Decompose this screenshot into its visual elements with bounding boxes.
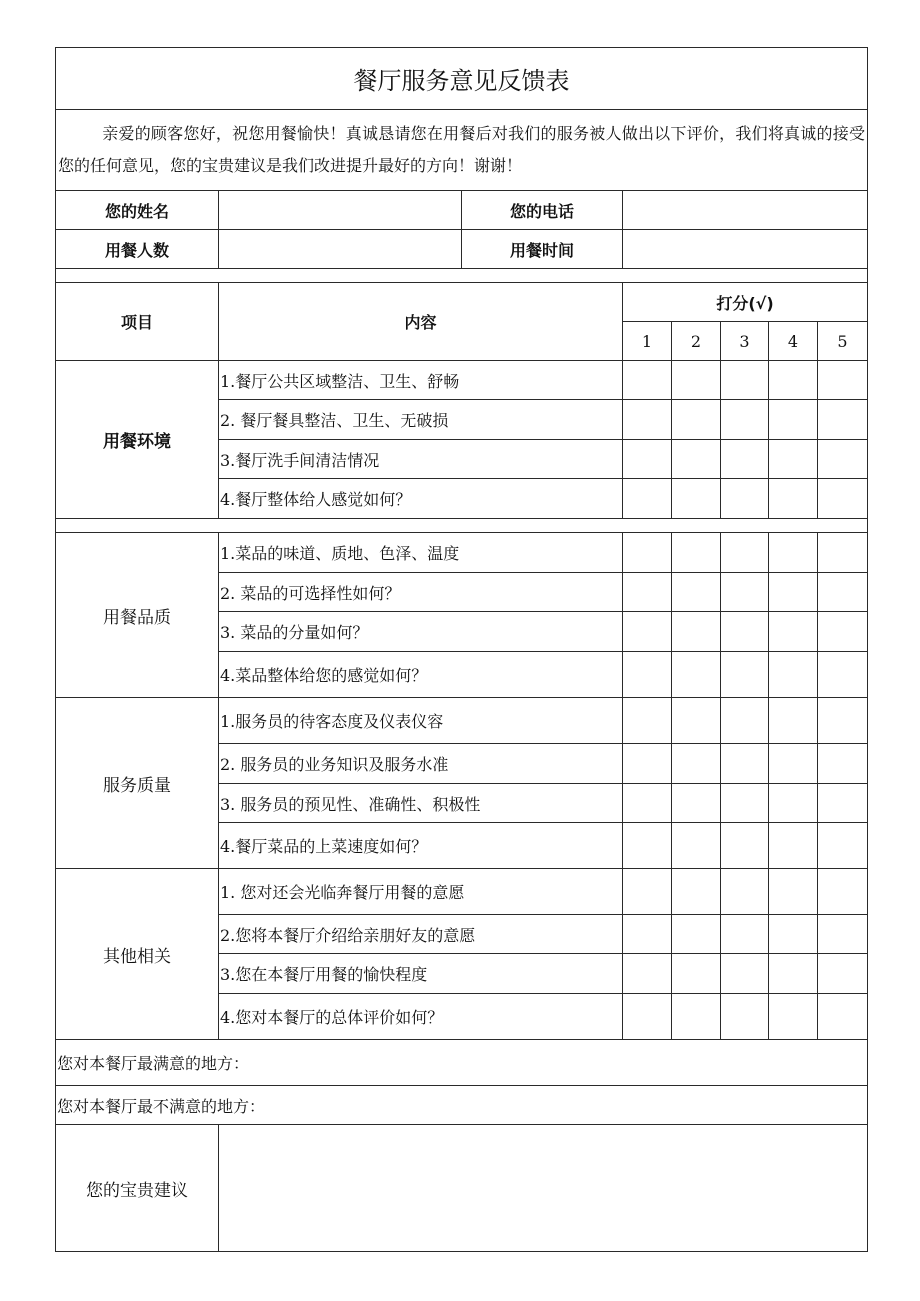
environment-item-2: 2. 餐厅餐具整洁、卫生、无破损 xyxy=(219,400,623,440)
phone-field[interactable] xyxy=(623,191,868,230)
section-other: 其他相关 xyxy=(56,869,219,1040)
score-cell[interactable] xyxy=(769,400,818,440)
item-header: 项目 xyxy=(56,283,219,361)
section-environment: 用餐环境 xyxy=(56,361,219,519)
score-cell[interactable] xyxy=(672,533,721,573)
score-cell[interactable] xyxy=(818,440,868,479)
score-cell[interactable] xyxy=(623,823,672,869)
score-cell[interactable] xyxy=(672,784,721,823)
score-cell[interactable] xyxy=(721,440,769,479)
score-cell[interactable] xyxy=(623,440,672,479)
suggestion-field[interactable] xyxy=(219,1125,868,1252)
score-cell[interactable] xyxy=(769,698,818,744)
phone-label: 您的电话 xyxy=(462,191,623,230)
score-cell[interactable] xyxy=(623,784,672,823)
score-cell[interactable] xyxy=(818,954,868,994)
score-cell[interactable] xyxy=(721,652,769,698)
score-cell[interactable] xyxy=(818,994,868,1040)
score-cell[interactable] xyxy=(818,869,868,915)
score-cell[interactable] xyxy=(672,652,721,698)
score-cell[interactable] xyxy=(721,361,769,400)
score-cell[interactable] xyxy=(818,361,868,400)
score-cell[interactable] xyxy=(721,954,769,994)
score-cell[interactable] xyxy=(623,994,672,1040)
score-cell[interactable] xyxy=(623,698,672,744)
other-item-2: 2.您将本餐厅介绍给亲朋好友的意愿 xyxy=(219,915,623,954)
score-cell[interactable] xyxy=(769,823,818,869)
score-cell[interactable] xyxy=(623,954,672,994)
score-cell[interactable] xyxy=(818,652,868,698)
food-item-3: 3. 菜品的分量如何？ xyxy=(219,612,623,652)
score-cell[interactable] xyxy=(672,823,721,869)
score-cell[interactable] xyxy=(721,823,769,869)
score-cell[interactable] xyxy=(818,744,868,784)
score-cell[interactable] xyxy=(721,698,769,744)
score-cell[interactable] xyxy=(769,744,818,784)
score-cell[interactable] xyxy=(623,479,672,519)
score-cell[interactable] xyxy=(721,533,769,573)
score-cell[interactable] xyxy=(769,612,818,652)
score-header: 打分(√) xyxy=(623,283,868,322)
diner-count-field[interactable] xyxy=(219,230,462,269)
score-cell[interactable] xyxy=(818,400,868,440)
score-cell[interactable] xyxy=(623,869,672,915)
service-item-4: 4.餐厅菜品的上菜速度如何？ xyxy=(219,823,623,869)
score-cell[interactable] xyxy=(672,361,721,400)
score-cell[interactable] xyxy=(623,652,672,698)
other-item-4: 4.您对本餐厅的总体评价如何？ xyxy=(219,994,623,1040)
service-item-1: 1.服务员的待客态度及仪表仪容 xyxy=(219,698,623,744)
environment-item-4: 4.餐厅整体给人感觉如何？ xyxy=(219,479,623,519)
score-col-1: 1 xyxy=(623,322,672,361)
score-col-2: 2 xyxy=(672,322,721,361)
feedback-table xyxy=(55,47,868,1252)
score-cell[interactable] xyxy=(672,479,721,519)
score-cell[interactable] xyxy=(769,784,818,823)
score-cell[interactable] xyxy=(623,361,672,400)
score-cell[interactable] xyxy=(672,440,721,479)
score-cell[interactable] xyxy=(769,479,818,519)
score-col-4: 4 xyxy=(769,322,818,361)
other-item-3: 3.您在本餐厅用餐的愉快程度 xyxy=(219,954,623,994)
least-satisfied-field[interactable]: 您对本餐厅最不满意的地方： xyxy=(56,1086,868,1125)
score-cell[interactable] xyxy=(818,784,868,823)
service-item-3: 3. 服务员的预见性、准确性、积极性 xyxy=(219,784,623,823)
food-item-1: 1.菜品的味道、质地、色泽、温度 xyxy=(219,533,623,573)
score-cell[interactable] xyxy=(623,612,672,652)
score-cell[interactable] xyxy=(721,744,769,784)
score-cell[interactable] xyxy=(672,400,721,440)
dining-time-field[interactable] xyxy=(623,230,868,269)
score-cell[interactable] xyxy=(769,994,818,1040)
score-cell[interactable] xyxy=(623,915,672,954)
score-cell[interactable] xyxy=(672,744,721,784)
score-cell[interactable] xyxy=(769,573,818,612)
section-service-quality: 服务质量 xyxy=(56,698,219,869)
score-cell[interactable] xyxy=(769,361,818,400)
score-cell[interactable] xyxy=(623,400,672,440)
score-cell[interactable] xyxy=(623,573,672,612)
food-item-4: 4.菜品整体给您的感觉如何？ xyxy=(219,652,623,698)
score-cell[interactable] xyxy=(769,915,818,954)
score-cell[interactable] xyxy=(721,994,769,1040)
score-cell[interactable] xyxy=(818,479,868,519)
score-col-5: 5 xyxy=(818,322,868,361)
environment-item-3: 3.餐厅洗手间清洁情况 xyxy=(219,440,623,479)
score-col-3: 3 xyxy=(721,322,769,361)
score-cell[interactable] xyxy=(769,652,818,698)
service-item-2: 2. 服务员的业务知识及服务水准 xyxy=(219,744,623,784)
content-header: 内容 xyxy=(219,283,623,361)
name-label: 您的姓名 xyxy=(56,191,219,230)
score-cell[interactable] xyxy=(769,533,818,573)
diner-count-label: 用餐人数 xyxy=(56,230,219,269)
other-item-1: 1. 您对还会光临奔餐厅用餐的意愿 xyxy=(219,869,623,915)
spacer-row xyxy=(56,519,868,533)
score-cell[interactable] xyxy=(721,400,769,440)
score-cell[interactable] xyxy=(818,915,868,954)
score-cell[interactable] xyxy=(623,533,672,573)
score-cell[interactable] xyxy=(672,698,721,744)
score-cell[interactable] xyxy=(721,784,769,823)
score-cell[interactable] xyxy=(672,994,721,1040)
suggestion-label: 您的宝贵建议 xyxy=(56,1125,219,1252)
score-cell[interactable] xyxy=(672,954,721,994)
score-cell[interactable] xyxy=(672,915,721,954)
environment-item-1: 1.餐厅公共区域整洁、卫生、舒畅 xyxy=(219,361,623,400)
score-cell[interactable] xyxy=(672,869,721,915)
score-cell[interactable] xyxy=(818,823,868,869)
score-cell[interactable] xyxy=(721,612,769,652)
spacer-row xyxy=(56,269,868,283)
score-cell[interactable] xyxy=(769,954,818,994)
section-food-quality: 用餐品质 xyxy=(56,533,219,698)
score-cell[interactable] xyxy=(818,533,868,573)
intro-text xyxy=(56,110,868,191)
form-title: 餐厅服务意见反馈表 xyxy=(56,48,868,110)
dining-time-label: 用餐时间 xyxy=(462,230,623,269)
food-item-2: 2. 菜品的可选择性如何？ xyxy=(219,573,623,612)
score-cell[interactable] xyxy=(769,440,818,479)
intro-paragraph: 亲爱的顾客您好，祝您用餐愉快！真诚恳请您在用餐后对我们的服务被人做出以下评价，我们将真诚的接受您的任何意见，您的宝贵建议是我们改进提升最好的方向！谢谢！ xyxy=(58,124,865,175)
name-field[interactable] xyxy=(219,191,462,230)
score-cell[interactable] xyxy=(818,612,868,652)
score-cell[interactable] xyxy=(721,573,769,612)
feedback-form xyxy=(55,47,867,1251)
score-cell[interactable] xyxy=(721,479,769,519)
most-satisfied-field[interactable]: 您对本餐厅最满意的地方： xyxy=(56,1040,868,1086)
score-cell[interactable] xyxy=(672,612,721,652)
score-cell[interactable] xyxy=(721,915,769,954)
score-cell[interactable] xyxy=(721,869,769,915)
score-cell[interactable] xyxy=(818,573,868,612)
score-cell[interactable] xyxy=(769,869,818,915)
score-cell[interactable] xyxy=(623,744,672,784)
score-cell[interactable] xyxy=(818,698,868,744)
score-cell[interactable] xyxy=(672,573,721,612)
